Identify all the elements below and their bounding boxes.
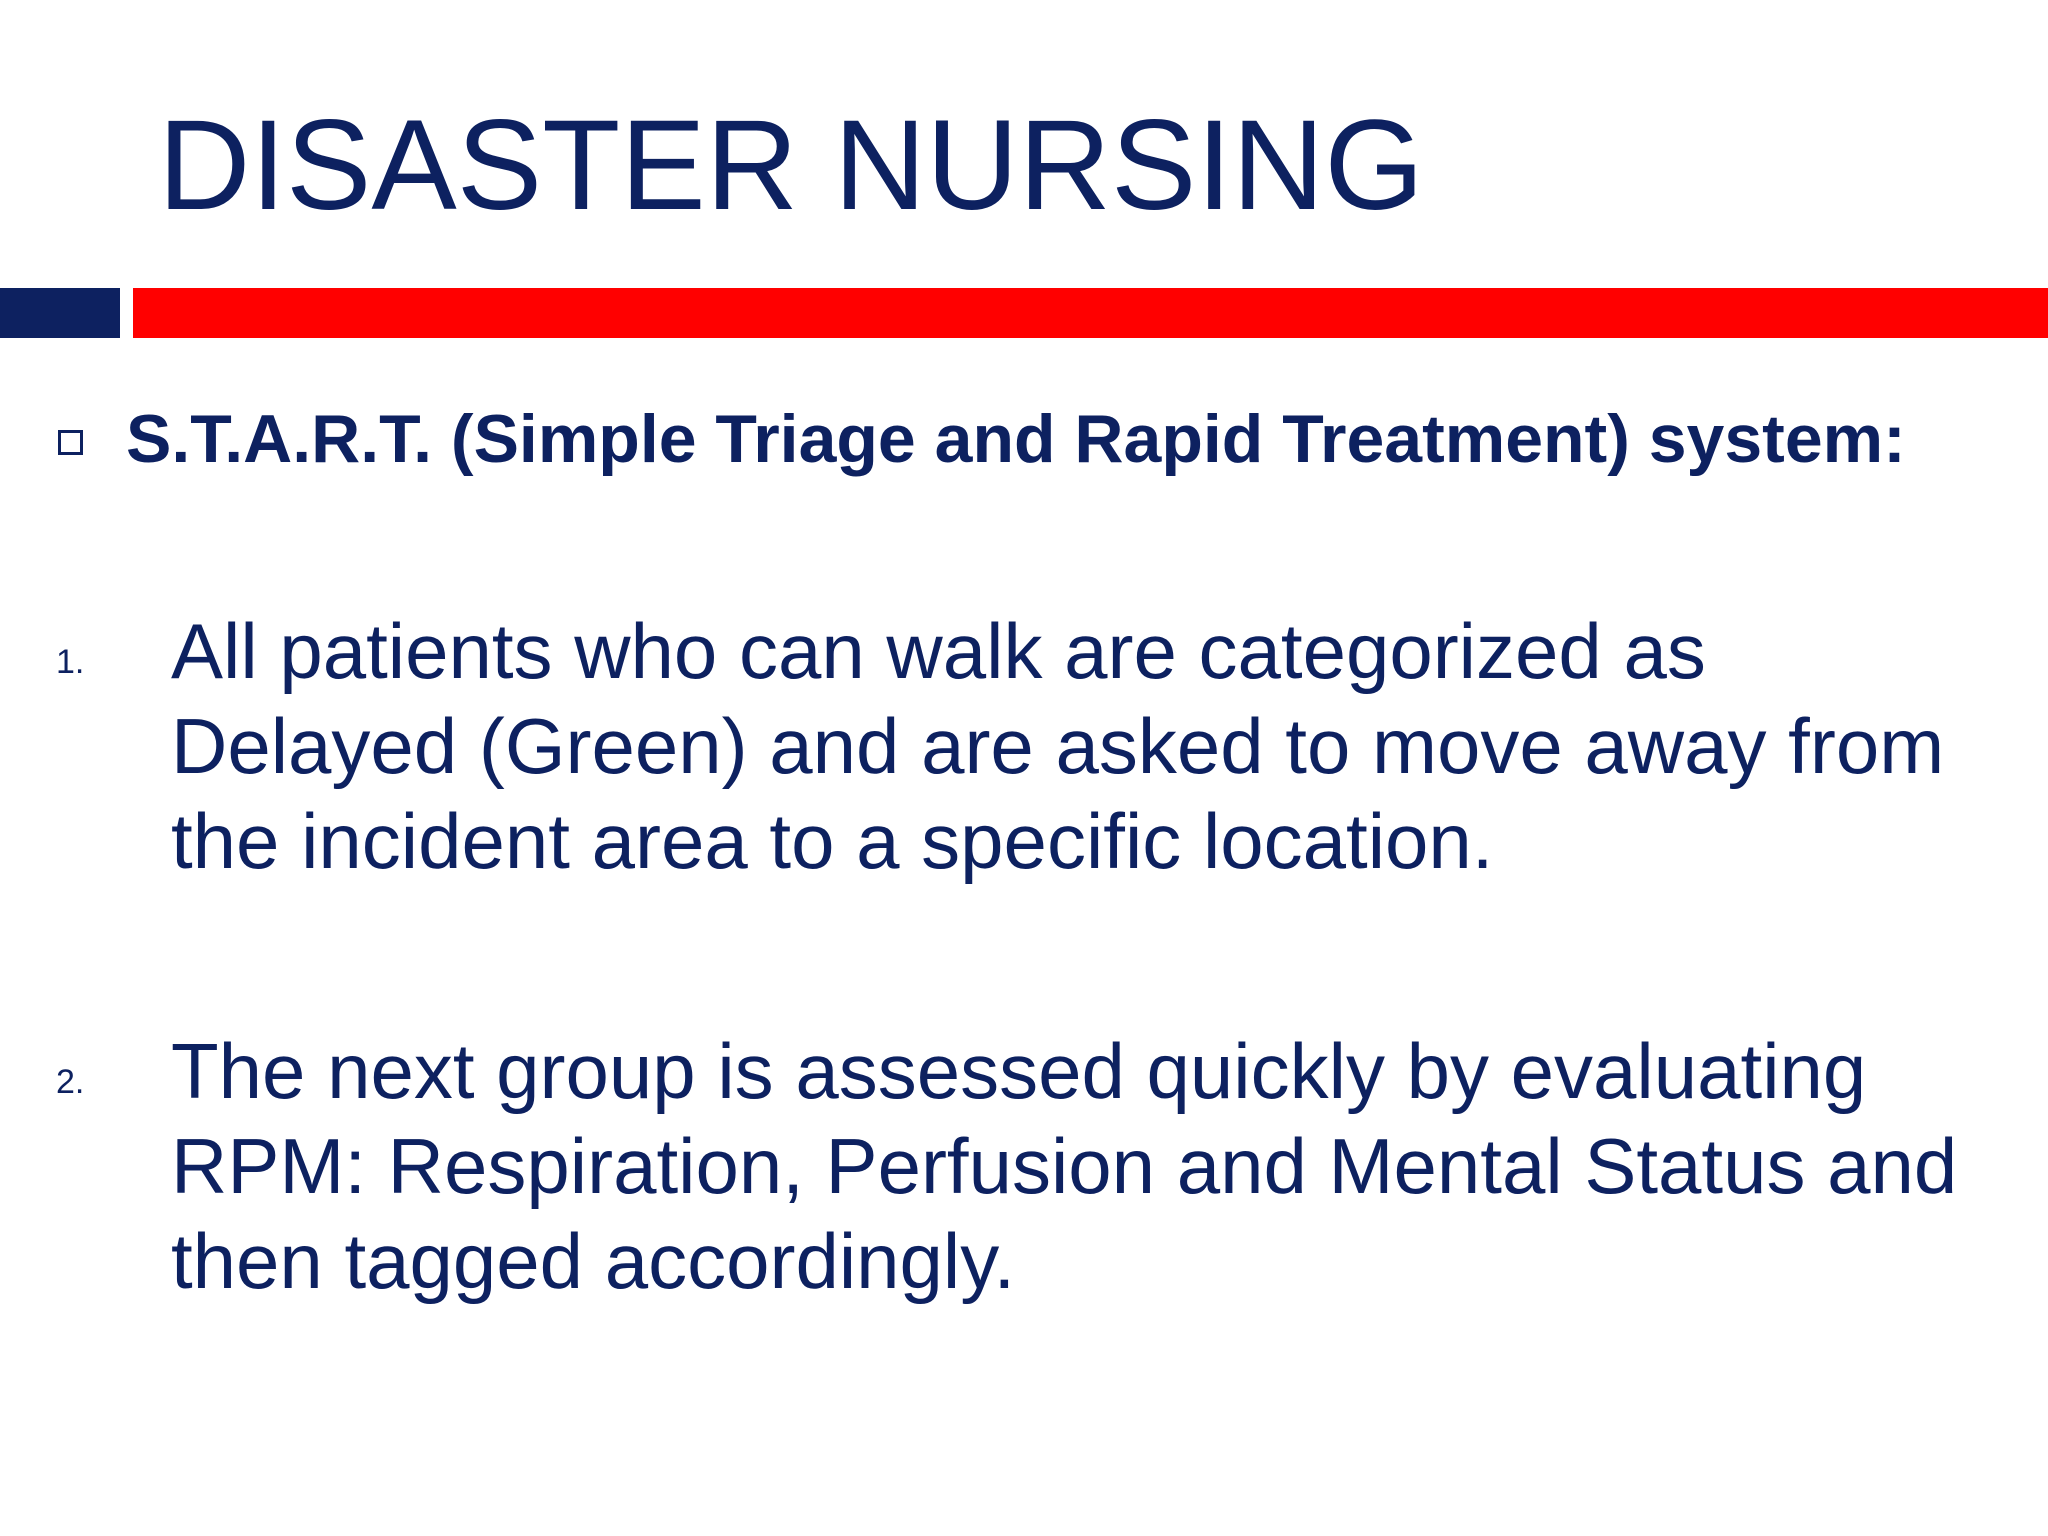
- numbered-item-1-marker: 1.: [56, 643, 85, 681]
- slide-title: DISASTER NURSING: [158, 94, 1424, 237]
- numbered-item-2-text: The next group is assessed quickly by evaluating RPM: Respiration, Perfusion and Mental Status and then tagged accordingly.: [171, 1027, 1958, 1305]
- title-rule-red-segment: [133, 288, 2048, 338]
- main-bullet-text: S.T.A.R.T. (Simple Triage and Rapid Treatment) system:: [126, 401, 1906, 477]
- numbered-item-1-text: All patients who can walk are categorized as Delayed (Green) and are asked to move away from the incident area to a specific location.: [171, 607, 1945, 885]
- title-rule-navy-segment: [0, 288, 120, 338]
- hollow-square-icon: [58, 430, 83, 455]
- numbered-item-2-marker: 2.: [56, 1063, 85, 1101]
